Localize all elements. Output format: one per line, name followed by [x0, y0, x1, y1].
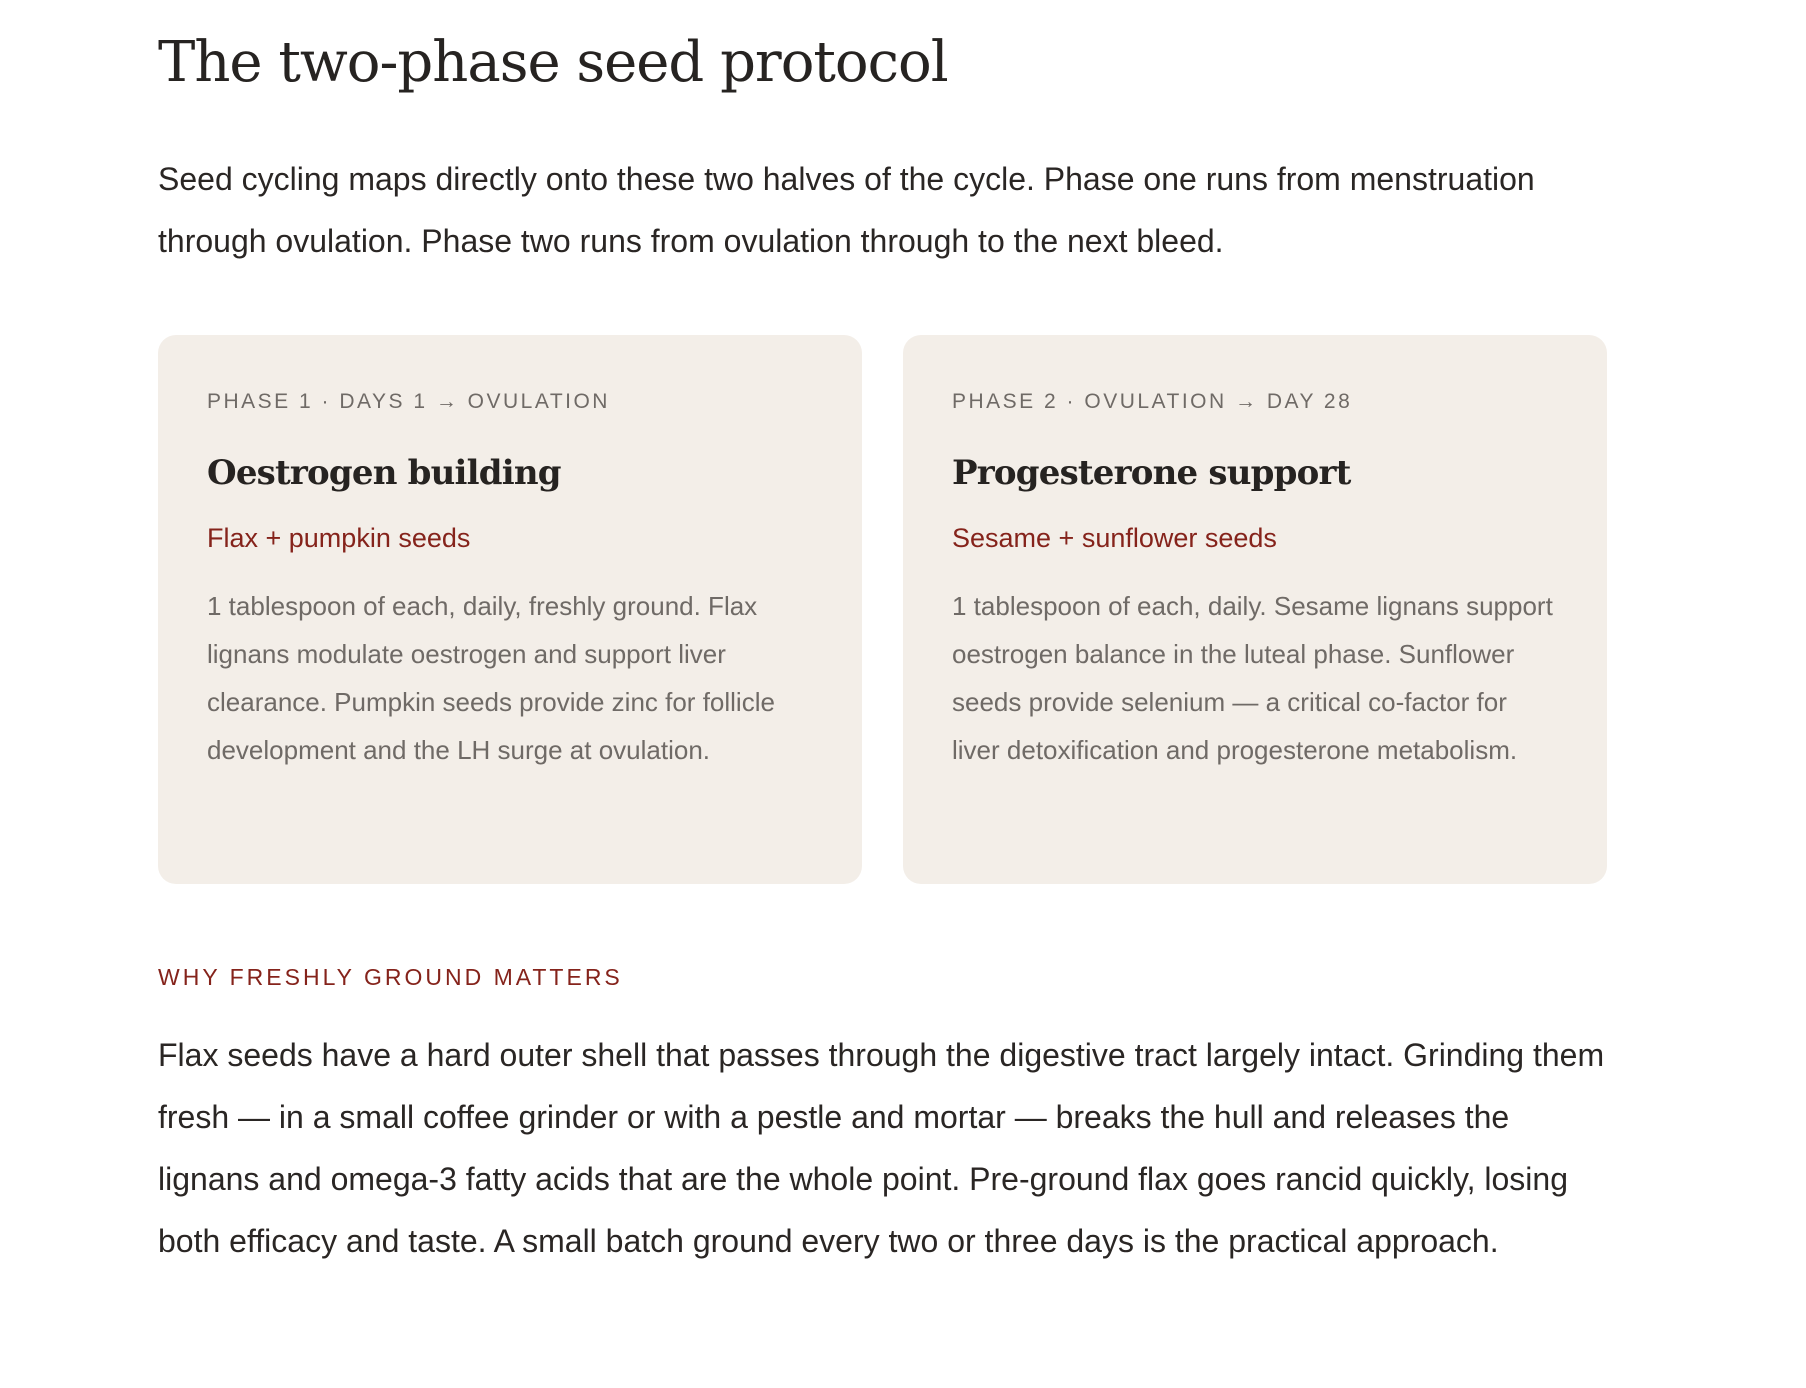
seeds-label: Flax + pumpkin seeds	[207, 523, 471, 553]
card-body: 1 tablespoon of each, daily, freshly ground. Flax lignans modulate oestrogen and support liver clearance. Pumpkin seeds provide zinc for follicle development and the LH surge at ovulation.	[207, 591, 775, 765]
seeds-label: Sesame + sunflower seeds	[952, 523, 1277, 553]
subheading: WHY FRESHLY GROUND MATTERS	[158, 964, 623, 990]
card-title: Oestrogen building	[207, 453, 561, 493]
card-body: 1 tablespoon of each, daily. Sesame lignans support oestrogen balance in the luteal phase. Sunflower seeds provide selenium — a critical co-factor for liver detoxification and progesterone metabolism.	[952, 591, 1553, 765]
phase-label: PHASE 2 · OVULATION → DAY 28	[952, 390, 1353, 413]
page-title: The two-phase seed protocol	[158, 30, 948, 95]
outro-paragraph: Flax seeds have a hard outer shell that passes through the digestive tract largely intact. Grinding them fresh — in a small coffee grinder or with a pestle and mortar — breaks the hull and releases the lignans and omega-3 fatty acids that are the whole point. Pre-ground flax goes rancid quickly, losing both efficacy and taste. A small batch ground every two or three days is the practical approach.	[158, 1037, 1605, 1259]
phase-1-card	[158, 335, 862, 884]
card-title: Progesterone support	[952, 453, 1351, 493]
intro-paragraph: Seed cycling maps directly onto these two halves of the cycle. Phase one runs from menstruation through ovulation. Phase two runs from ovulation through to the next bleed.	[158, 161, 1535, 259]
phase-2-card	[903, 335, 1607, 884]
phase-label: PHASE 1 · DAYS 1 → OVULATION	[207, 390, 610, 413]
